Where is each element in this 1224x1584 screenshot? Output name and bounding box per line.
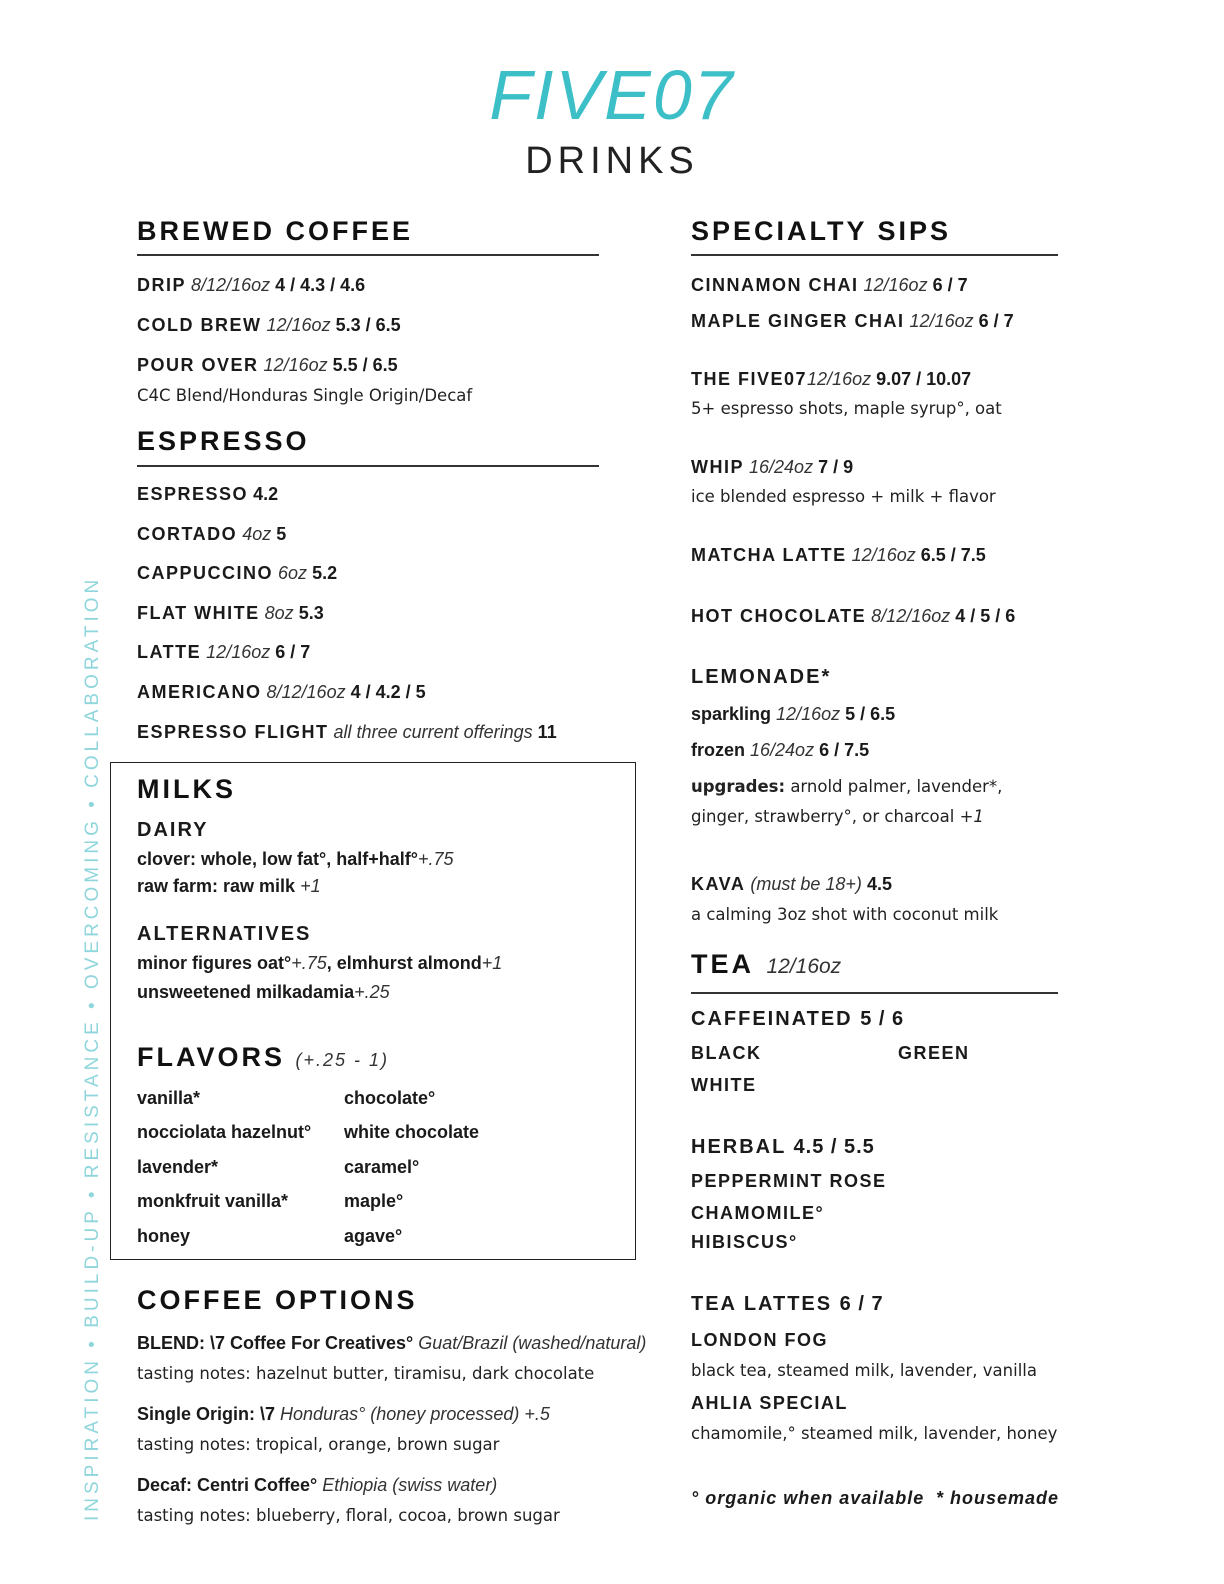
item-description: black tea, steamed milk, lavender, vanilla [691,1361,1037,1380]
tea-item: AHLIA SPECIAL [691,1393,848,1413]
section-title-coffee-options: COFFEE OPTIONS [137,1285,418,1315]
footnote-housemade: * housemade [936,1488,1060,1508]
divider [691,992,1058,994]
item-description: chamomile,° steamed milk, lavender, honey [691,1424,1058,1443]
coffee-option: Decaf: Centri Coffee° Ethiopia (swiss water) [137,1475,498,1495]
subsection-title-alternatives: ALTERNATIVES [137,923,312,945]
section-title-milks: MILKS [137,774,236,804]
subsection-title-lemonade: LEMONADE* [691,666,832,688]
divider [137,254,599,256]
section-title-espresso: ESPRESSO [137,426,310,456]
tea-category: TEA LATTES 6 / 7 [691,1293,884,1315]
menu-item: WHIP 16/24oz 7 / 9 [691,457,854,477]
menu-item: ESPRESSO FLIGHT all three current offerings 11 [137,722,557,742]
tea-item: CHAMOMILE° [691,1203,825,1223]
page-title: DRINKS [525,140,699,182]
menu-item: ESPRESSO 4.2 [137,484,279,504]
logo: FIVE07 [489,56,735,134]
coffee-option: Single Origin: \7 Honduras° (honey processed) +.5 [137,1404,550,1424]
menu-item: FLAT WHITE 8oz 5.3 [137,603,324,623]
tea-item: BLACK [691,1043,762,1063]
section-title-brewed: BREWED COFFEE [137,216,414,246]
menu-item: MAPLE GINGER CHAI 12/16oz 6 / 7 [691,311,1014,331]
item-description: 5+ espresso shots, maple syrup°, oat [691,399,1002,418]
menu-item: MATCHA LATTE 12/16oz 6.5 / 7.5 [691,545,986,565]
tea-category: HERBAL 4.5 / 5.5 [691,1136,875,1158]
dairy-line: raw farm: raw milk +1 [137,876,321,896]
flavor-item: honey [137,1226,191,1246]
flavor-item: lavender* [137,1157,219,1177]
flavor-item: caramel° [344,1157,420,1177]
tea-heading: TEA 12/16oz [691,949,842,979]
tasting-notes: tasting notes: tropical, orange, brown sugar [137,1435,500,1454]
item-description: a calming 3oz shot with coconut milk [691,905,999,924]
flavors-heading: FLAVORS (+.25 - 1) [137,1042,389,1072]
flavor-item: nocciolata hazelnut° [137,1122,312,1142]
flavor-item: agave° [344,1226,403,1246]
tea-item: HIBISCUS° [691,1232,798,1252]
flavor-item: monkfruit vanilla* [137,1191,289,1211]
flavor-item: chocolate° [344,1088,436,1108]
menu-item: KAVA (must be 18+) 4.5 [691,874,892,894]
lemonade-option: frozen 16/24oz 6 / 7.5 [691,740,870,760]
lemonade-upgrades: upgrades: arnold palmer, lavender*, [691,777,1003,796]
menu-item: COLD BREW 12/16oz 5.3 / 6.5 [137,315,401,335]
section-title-specialty: SPECIALTY SIPS [691,216,952,246]
tea-item: PEPPERMINT ROSE [691,1171,887,1191]
tea-item: GREEN [898,1043,970,1063]
divider [137,465,599,467]
menu-item: AMERICANO 8/12/16oz 4 / 4.2 / 5 [137,682,426,702]
flavor-item: vanilla* [137,1088,201,1108]
flavor-item: maple° [344,1191,404,1211]
tea-item: LONDON FOG [691,1330,828,1350]
footnote-organic: ° organic when available [691,1488,925,1508]
menu-item: LATTE 12/16oz 6 / 7 [137,642,311,662]
menu-item: POUR OVER 12/16oz 5.5 / 6.5 [137,355,398,375]
flavor-item: white chocolate [344,1122,480,1142]
menu-item: HOT CHOCOLATE 8/12/16oz 4 / 5 / 6 [691,606,1016,626]
menu-item: CAPPUCCINO 6oz 5.2 [137,563,338,583]
alternatives-line: minor figures oat°+.75, elmhurst almond+1 [137,953,503,973]
lemonade-upgrades: ginger, strawberry°, or charcoal +1 [691,807,984,826]
alternatives-line: unsweetened milkadamia+.25 [137,982,390,1002]
tea-category: CAFFEINATED 5 / 6 [691,1008,905,1030]
tasting-notes: tasting notes: hazelnut butter, tiramisu, dark chocolate [137,1364,595,1383]
menu-item: DRIP 8/12/16oz 4 / 4.3 / 4.6 [137,275,366,295]
item-description: C4C Blend/Honduras Single Origin/Decaf [137,386,473,405]
menu-item: CORTADO 4oz 5 [137,524,287,544]
coffee-option: BLEND: \7 Coffee For Creatives° Guat/Brazil (washed/natural) [137,1333,647,1353]
divider [691,254,1058,256]
lemonade-option: sparkling 12/16oz 5 / 6.5 [691,704,896,724]
side-tagline: INSPIRATION • BUILD-UP • RESISTANCE • OVERCOMING • COLLABORATION [82,575,103,1521]
subsection-title-dairy: DAIRY [137,819,209,841]
tasting-notes: tasting notes: blueberry, floral, cocoa, brown sugar [137,1506,560,1525]
menu-item: THE FIVE0712/16oz 9.07 / 10.07 [691,369,972,389]
menu-item: CINNAMON CHAI 12/16oz 6 / 7 [691,275,968,295]
item-description: ice blended espresso + milk + flavor [691,487,996,506]
tea-item: WHITE [691,1075,757,1095]
dairy-line: clover: whole, low fat°, half+half°+.75 [137,849,454,869]
